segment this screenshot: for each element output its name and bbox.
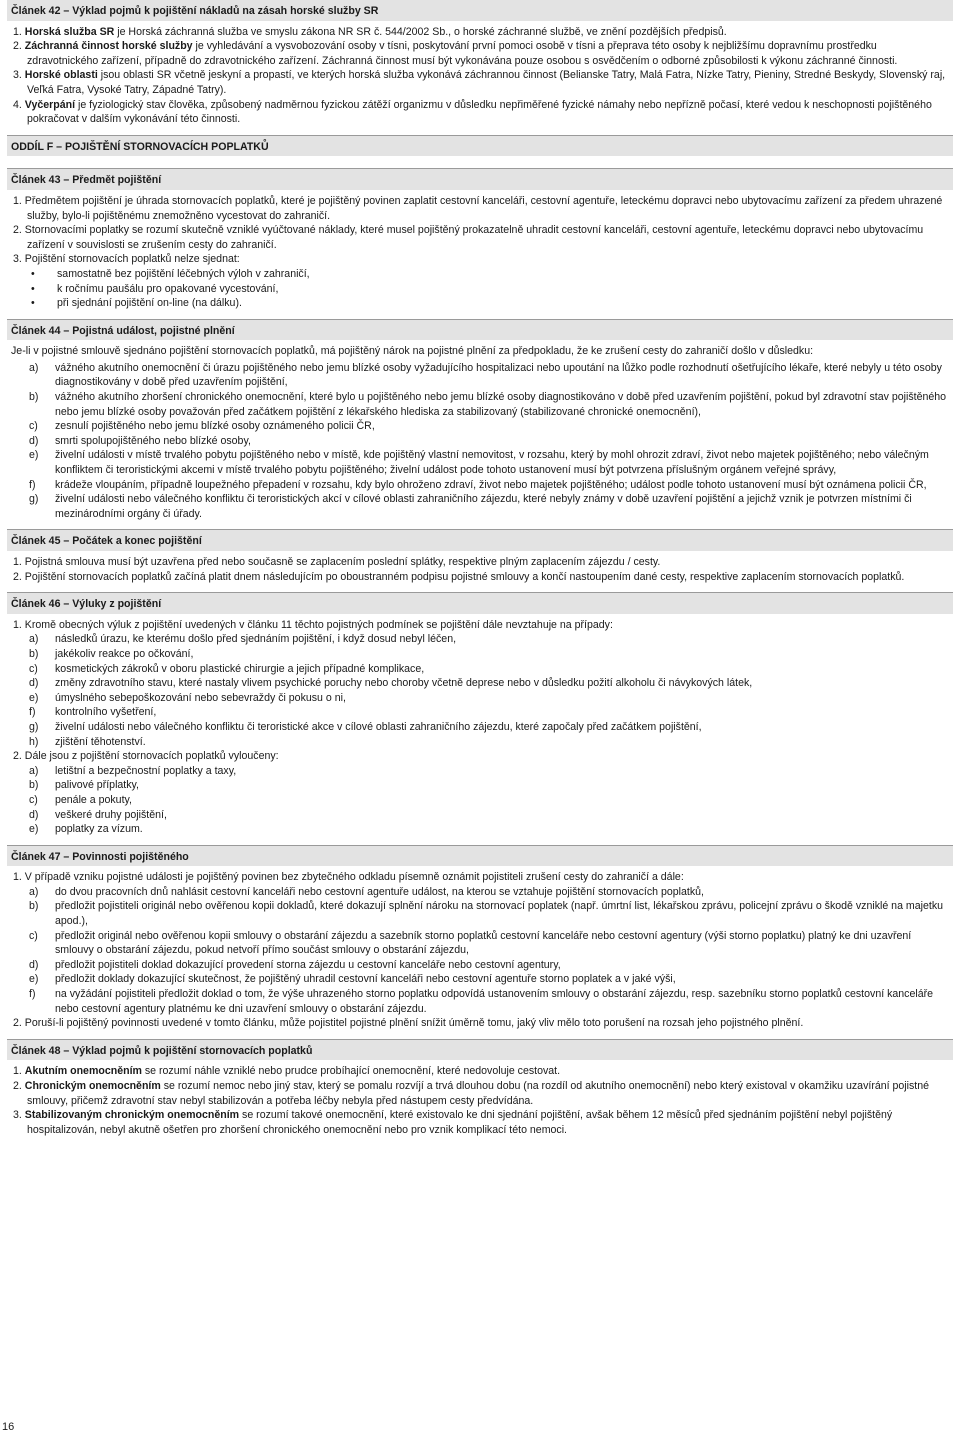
bullet-item	[7, 296, 949, 311]
sub-item	[7, 735, 949, 750]
numbered-item	[7, 1016, 949, 1031]
sub-item	[7, 720, 949, 735]
item-text: se rozumí náhle vzniklé nebo prudce probíhající onemocnění, které nedovoluje cestovat.	[141, 1065, 561, 1078]
sub-item	[7, 793, 949, 808]
item-number: 3.	[13, 69, 22, 82]
sub-text: kontrolního vyšetření,	[55, 706, 157, 719]
section-intro: Je-li v pojistné smlouvě sjednáno pojištění stornovacích poplatků, má pojištěný nárok na pojistné plnění za předpokladu, že ke zrušení cesty do zahraničí došlo v důsledku:	[11, 345, 814, 358]
sub-text: penále a pokuty,	[55, 793, 132, 806]
item-term: Vyčerpání	[24, 98, 76, 111]
numbered-item	[7, 570, 949, 585]
section-spacer	[7, 837, 953, 845]
sub-label: b)	[29, 391, 39, 404]
sub-item	[7, 885, 949, 900]
section-heading: Článek 42 – Výklad pojmů k pojištění nákladů na zásah horské služby SR	[7, 0, 953, 21]
sub-label: g)	[29, 720, 39, 733]
sub-item	[7, 361, 949, 390]
numbered-item	[7, 1108, 949, 1137]
item-number: 1.	[13, 25, 22, 38]
sub-label: b)	[29, 647, 39, 660]
sub-label: b)	[29, 779, 39, 792]
numbered-item	[7, 223, 949, 252]
item-number: 2.	[13, 224, 22, 237]
sub-item	[7, 764, 949, 779]
numbered-item	[7, 749, 949, 764]
sub-item	[7, 647, 949, 662]
item-text: Pojistná smlouva musí být uzavřena před nebo současně se zaplacením poslední splátky, respektive plným zaplacením zájezdu / cesty.	[24, 556, 661, 568]
sub-text: změny zdravotního stavu, které nastaly vlivem psychické poruchy nebo choroby včetně deprese nebo v důsledku požití alkoholu či návykových látek,	[55, 677, 753, 690]
item-text: Poruší-li pojištěný povinnosti uvedené v tomto článku, může pojistitel pojistné plnění snížit úměrně tomu, jaký vliv mělo toto porušení na rozsah jeho pojistného plnění.	[24, 1017, 804, 1030]
sub-item	[7, 929, 949, 958]
item-term: Akutním onemocněním	[24, 1065, 142, 1078]
numbered-item	[7, 1064, 949, 1079]
item-text: Kromě obecných výluk z pojištění uvedených v článku 11 těchto pojistných podmínek se pojištění dále nevztahuje na případy:	[24, 618, 613, 631]
sub-text: jakékoliv reakce po očkování,	[55, 647, 194, 660]
sub-item	[7, 662, 949, 677]
item-text: Dále jsou z pojištění stornovacích poplatků vyloučeny:	[24, 750, 279, 763]
sub-label: e)	[29, 823, 39, 836]
sub-text: zjištění těhotenství.	[55, 735, 146, 748]
sub-label: f)	[29, 706, 36, 719]
section-heading: Článek 47 – Povinnosti pojištěného	[7, 846, 953, 867]
section-spacer	[7, 127, 953, 135]
numbered-item	[7, 68, 949, 97]
sub-label: d)	[29, 434, 39, 447]
sub-item	[7, 390, 949, 419]
sub-item	[7, 958, 949, 973]
section-spacer	[7, 521, 953, 529]
item-text: Předmětem pojištění je úhrada stornovacích poplatků, které je pojištěný povinen zaplatit cestovní kanceláři, cestovní agentuře, leteckému dopravci nebo ubytovacímu zařízení za předem uhrazené služby, bylo-li pojištěnému znemožněno vycestovat do zahraničí.	[24, 194, 943, 222]
section-heading: Článek 43 – Předmět pojištění	[7, 169, 953, 190]
sub-text: předložit doklady dokazující skutečnost, že pojištěný uhradil cestovní kanceláři nebo cestovní agentuře storno poplatek a v jaké výši,	[55, 973, 676, 986]
sub-text: předložit originál nebo ověřenou kopii smlouvy o obstarání zájezdu a sazebník storno poplatků cestovní kanceláře nebo cestovní agentury (výši storno poplatku) platný ke dni uzavření smlouvy o obstarání zájezdu, pokud netvoří přímo součást smlouvy o obstarání zájezdu,	[55, 929, 912, 957]
sub-label: e)	[29, 691, 39, 704]
sub-text: živelní události v místě trvalého pobytu pojištěného nebo v místě, kde pojištěný vlastní nemovitost, v rozsahu, který by mohl ohrozit zdraví, život nebo majetek pojištěného; nebo válečným konfliktem či teroristickými akcemi v místě trvalého pobytu pojištěného; živelní událost pode tohoto ustanovení musí být potvrzena příslušným orgánem veřejné správy,	[55, 449, 929, 477]
sub-item	[7, 492, 949, 521]
item-number: 2.	[13, 1080, 22, 1092]
numbered-item	[7, 39, 949, 68]
item-number: 1.	[13, 194, 22, 207]
numbered-item	[7, 98, 949, 127]
sub-item	[7, 632, 949, 647]
section-spacer	[7, 311, 953, 319]
item-term: Horské oblasti	[24, 69, 98, 82]
section-heading: ODDÍL F – POJIŠTĚNÍ STORNOVACÍCH POPLATKŮ	[7, 136, 953, 157]
section-spacer	[7, 1137, 953, 1145]
sub-label: f)	[29, 988, 36, 1001]
numbered-item	[7, 555, 949, 570]
item-text: se rozumí nemoc nebo jiný stav, který se pomalu rozvíjí a trvá dlouhou dobu (na rozdíl od akutního onemocnění) nebo který existoval v okamžiku uzavírání pojistné smlouvy, přičemž zdravotní stav nebyl stabilizován a potřeba léčby nebyla před nástupem cesty předvídána.	[27, 1080, 930, 1107]
sub-item	[7, 778, 949, 793]
item-term: Záchranná činnost horské služby	[24, 40, 193, 53]
section-spacer	[7, 1031, 953, 1039]
section-heading: Článek 44 – Pojistná událost, pojistné plnění	[7, 320, 953, 341]
item-number: 1.	[13, 556, 22, 568]
sub-item	[7, 987, 949, 1016]
sub-item	[7, 899, 949, 928]
sub-item	[7, 705, 949, 720]
sub-text: předložit pojistiteli originál nebo ověřenou kopii dokladů, které dokazují splnění nároku na stornovací poplatek (např. úmrtní list, lékařskou zprávu, policejní zprávu o škodě vzniklé na majetku apod.),	[55, 900, 944, 928]
sub-label: d)	[29, 958, 39, 971]
section-spacer	[7, 584, 953, 592]
sub-item	[7, 448, 949, 477]
sub-item	[7, 419, 949, 434]
numbered-item	[7, 618, 949, 633]
item-number: 1.	[13, 618, 22, 631]
sub-label: a)	[29, 633, 39, 646]
numbered-item	[7, 194, 949, 223]
sub-item	[7, 822, 949, 837]
item-term: Chronickým onemocněním	[24, 1080, 161, 1092]
sub-text: následků úrazu, ke kterému došlo před sjednáním pojištění, i když dosud nebyl léčen,	[55, 633, 457, 646]
sub-item	[7, 676, 949, 691]
sub-text: živelní události nebo válečného konfliktu či teroristických akcí v cílové oblasti zahraničního zájezdu, které nebyly známy v době uzavření pojištění a jejichž vznik je potvrzen místními či mezinárodními orgány či úřady.	[55, 493, 912, 520]
item-number: 1.	[13, 871, 22, 884]
sub-label: c)	[29, 929, 38, 942]
bullet-icon: •	[31, 297, 35, 310]
item-text: je vyhledávání a vysvobozování osoby v tísni, poskytování první pomoci osobě v tísni a přeprava této osoby k nejbližšímu dopravnímu prostředku zdravotnického zařízení, případně do zdravotnického zařízení. Záchranná činnost musí být vykonávána pouze osobou s osvědčením o odborné způsobilosti k výkonu záchranné činnosti.	[27, 40, 898, 67]
sub-text: veškeré druhy pojištění,	[55, 808, 167, 821]
sub-item	[7, 478, 949, 493]
sub-item	[7, 972, 949, 987]
item-number: 2.	[13, 1017, 22, 1030]
sub-label: a)	[29, 885, 39, 898]
numbered-item	[7, 1079, 949, 1108]
bullet-icon: •	[31, 282, 35, 295]
item-number: 4.	[13, 98, 22, 111]
item-text: se rozumí takové onemocnění, které existovalo ke dni sjednání pojištění, avšak během 12 měsíců před sjednáním pojištění nebyl pojištěný hospitalizován, nebyl akutně ošetřen pro zhoršení chronického onemocnění nebo pro vznik komplikací této nemoci.	[27, 1109, 893, 1136]
sub-text: palivové příplatky,	[55, 779, 140, 792]
section-spacer	[7, 160, 953, 168]
sub-label: h)	[29, 735, 39, 748]
sub-label: g)	[29, 493, 39, 506]
sub-label: c)	[29, 420, 38, 433]
sub-label: e)	[29, 449, 39, 462]
sub-label: f)	[29, 478, 36, 491]
sub-text: živelní události nebo válečného konfliktu či teroristické akce v cílové oblasti zahraničního zájezdu, které započaly před začátkem pojištění,	[55, 720, 702, 733]
item-term: Stabilizovaným chronickým onemocněním	[24, 1109, 240, 1122]
sub-text: poplatky za vízum.	[55, 823, 143, 836]
item-number: 2.	[13, 750, 22, 763]
sub-text: vážného akutního zhoršení chronického onemocnění, které bylo u pojištěného nebo jemu blízké osoby diagnostikováno v době před uzavřením pojištění, pokud byl zdravotní stav pojištěného nebo jemu blízké osoby považován před začátkem pojištění z lékařského hlediska za stabilizovaný (stabilizované chronické onemocnění),	[55, 391, 947, 418]
sub-label: d)	[29, 808, 39, 821]
sub-label: a)	[29, 764, 39, 777]
section-heading: Článek 48 – Výklad pojmů k pojištění stornovacích poplatků	[7, 1040, 953, 1061]
sub-label: c)	[29, 662, 38, 675]
sub-item	[7, 434, 949, 449]
bullet-text: při sjednání pojištění on-line (na dálku).	[57, 297, 242, 310]
sub-text: předložit pojistiteli doklad dokazující provedení storna zájezdu u cestovní kanceláře nebo cestovní agentury,	[55, 958, 561, 971]
page-number: 16	[2, 1421, 15, 1433]
sub-item	[7, 808, 949, 823]
sub-text: smrti spolupojištěného nebo blízké osoby,	[55, 434, 251, 447]
item-text: je fyziologický stav člověka, způsobený nadměrnou fyzickou zátěží organizmu v důsledku nepřiměřené fyzické námahy nebo nepřízně počasí, které vedou k neschopnosti pojištěného pokračovat v dalším vykonávání této činnosti.	[27, 98, 932, 126]
item-number: 2.	[13, 40, 22, 53]
section-heading: Článek 46 – Výluky z pojištění	[7, 593, 953, 614]
item-number: 3.	[13, 1109, 22, 1122]
item-text: jsou oblasti SR včetně jeskyní a propastí, ve kterých horská služba vykonává záchrannou činnost (Belianske Tatry, Malá Fatra, Nízke Tatry, Pieniny, Stredné Beskydy, Slovenský raj, Veľká Fatra, Vysoké Tatry, Západné Tatry).	[27, 69, 946, 96]
sub-label: e)	[29, 973, 39, 986]
sub-text: do dvou pracovních dnů nahlásit cestovní kanceláři nebo cestovní agentuře událost, na kterou se vztahuje pojištění stornovacích poplatků,	[55, 885, 704, 898]
bullet-text: k ročnímu paušálu pro opakované vycestování,	[57, 282, 279, 295]
numbered-item	[7, 25, 949, 40]
sub-text: úmyslného sebepoškozování nebo sebevraždy či pokusu o ni,	[55, 691, 346, 704]
bullet-item	[7, 267, 949, 282]
sub-item	[7, 691, 949, 706]
sub-label: d)	[29, 677, 39, 690]
bullet-icon: •	[31, 267, 35, 280]
bullet-item	[7, 282, 949, 297]
sub-text: kosmetických zákroků v oboru plastické chirurgie a jejich případné komplikace,	[55, 662, 425, 675]
item-term: Horská služba SR	[24, 25, 115, 38]
sub-label: c)	[29, 793, 38, 806]
sub-text: na vyžádání pojistiteli předložit doklad o tom, že výše uhrazeného storno poplatku odpovídá ustanovením smlouvy o obstarání zájezdu, resp. sazebníku storno poplatků cestovní kanceláře nebo cestovní agentury platnému ke dni uzavření smlouvy o obstarání zájezdu.	[55, 988, 934, 1015]
item-text: Stornovacími poplatky se rozumí skutečně vzniklé vyúčtované náklady, které musel pojištěný prokazatelně uhradit cestovní kanceláři, cestovní agentuře, leteckému dopravci nebo ubytovacímu zařízení v souvislosti se zrušením cesty do zahraničí.	[24, 224, 924, 251]
item-text: Pojištění stornovacích poplatků nelze sjednat:	[24, 253, 240, 266]
sub-label: a)	[29, 361, 39, 374]
item-number: 2.	[13, 570, 22, 583]
sub-text: vážného akutního onemocnění či úrazu pojištěného nebo jemu blízké osoby vyžadujícího hospitalizaci nebo upoutání na lůžko podle rozhodnutí ošetřujícího lékaře, které nebyly u této osoby diagnostikovány v době před uzavřením pojištění,	[55, 361, 942, 389]
sub-text: letištní a bezpečnostní poplatky a taxy,	[55, 764, 237, 777]
sub-label: b)	[29, 900, 39, 913]
item-number: 3.	[13, 253, 22, 266]
section-heading: Článek 45 – Počátek a konec pojištění	[7, 530, 953, 551]
numbered-item	[7, 870, 949, 885]
document-body	[7, 0, 953, 1145]
sub-text: krádeže vloupáním, případně loupežného přepadení v rozsahu, kdy bylo ohroženo zdraví, život nebo majetek pojištěného; událost podle tohoto ustanovení musí být oznámena policii ČR,	[55, 478, 927, 491]
bullet-text: samostatně bez pojištění léčebných výloh v zahraničí,	[57, 267, 310, 280]
numbered-item	[7, 252, 949, 267]
item-text: V případě vzniku pojistné události je pojištěný povinen bez zbytečného odkladu písemně oznámit pojistiteli zrušení cesty do zahraničí a dále:	[24, 871, 684, 884]
sub-text: zesnulí pojištěného nebo jemu blízké osoby oznámeného policii ČR,	[55, 420, 375, 433]
item-text: je Horská záchranná služba ve smyslu zákona NR SR č. 544/2002 Sb., o horské záchranné službě, ve znění pozdějších předpisů.	[114, 25, 727, 38]
item-text: Pojištění stornovacích poplatků začíná platit dnem následujícím po oboustranném podpisu pojistné smlouvy a končí nastoupením dané cesty, respektive zaplacením stornovacích poplatků.	[24, 570, 905, 583]
item-number: 1.	[13, 1065, 22, 1078]
